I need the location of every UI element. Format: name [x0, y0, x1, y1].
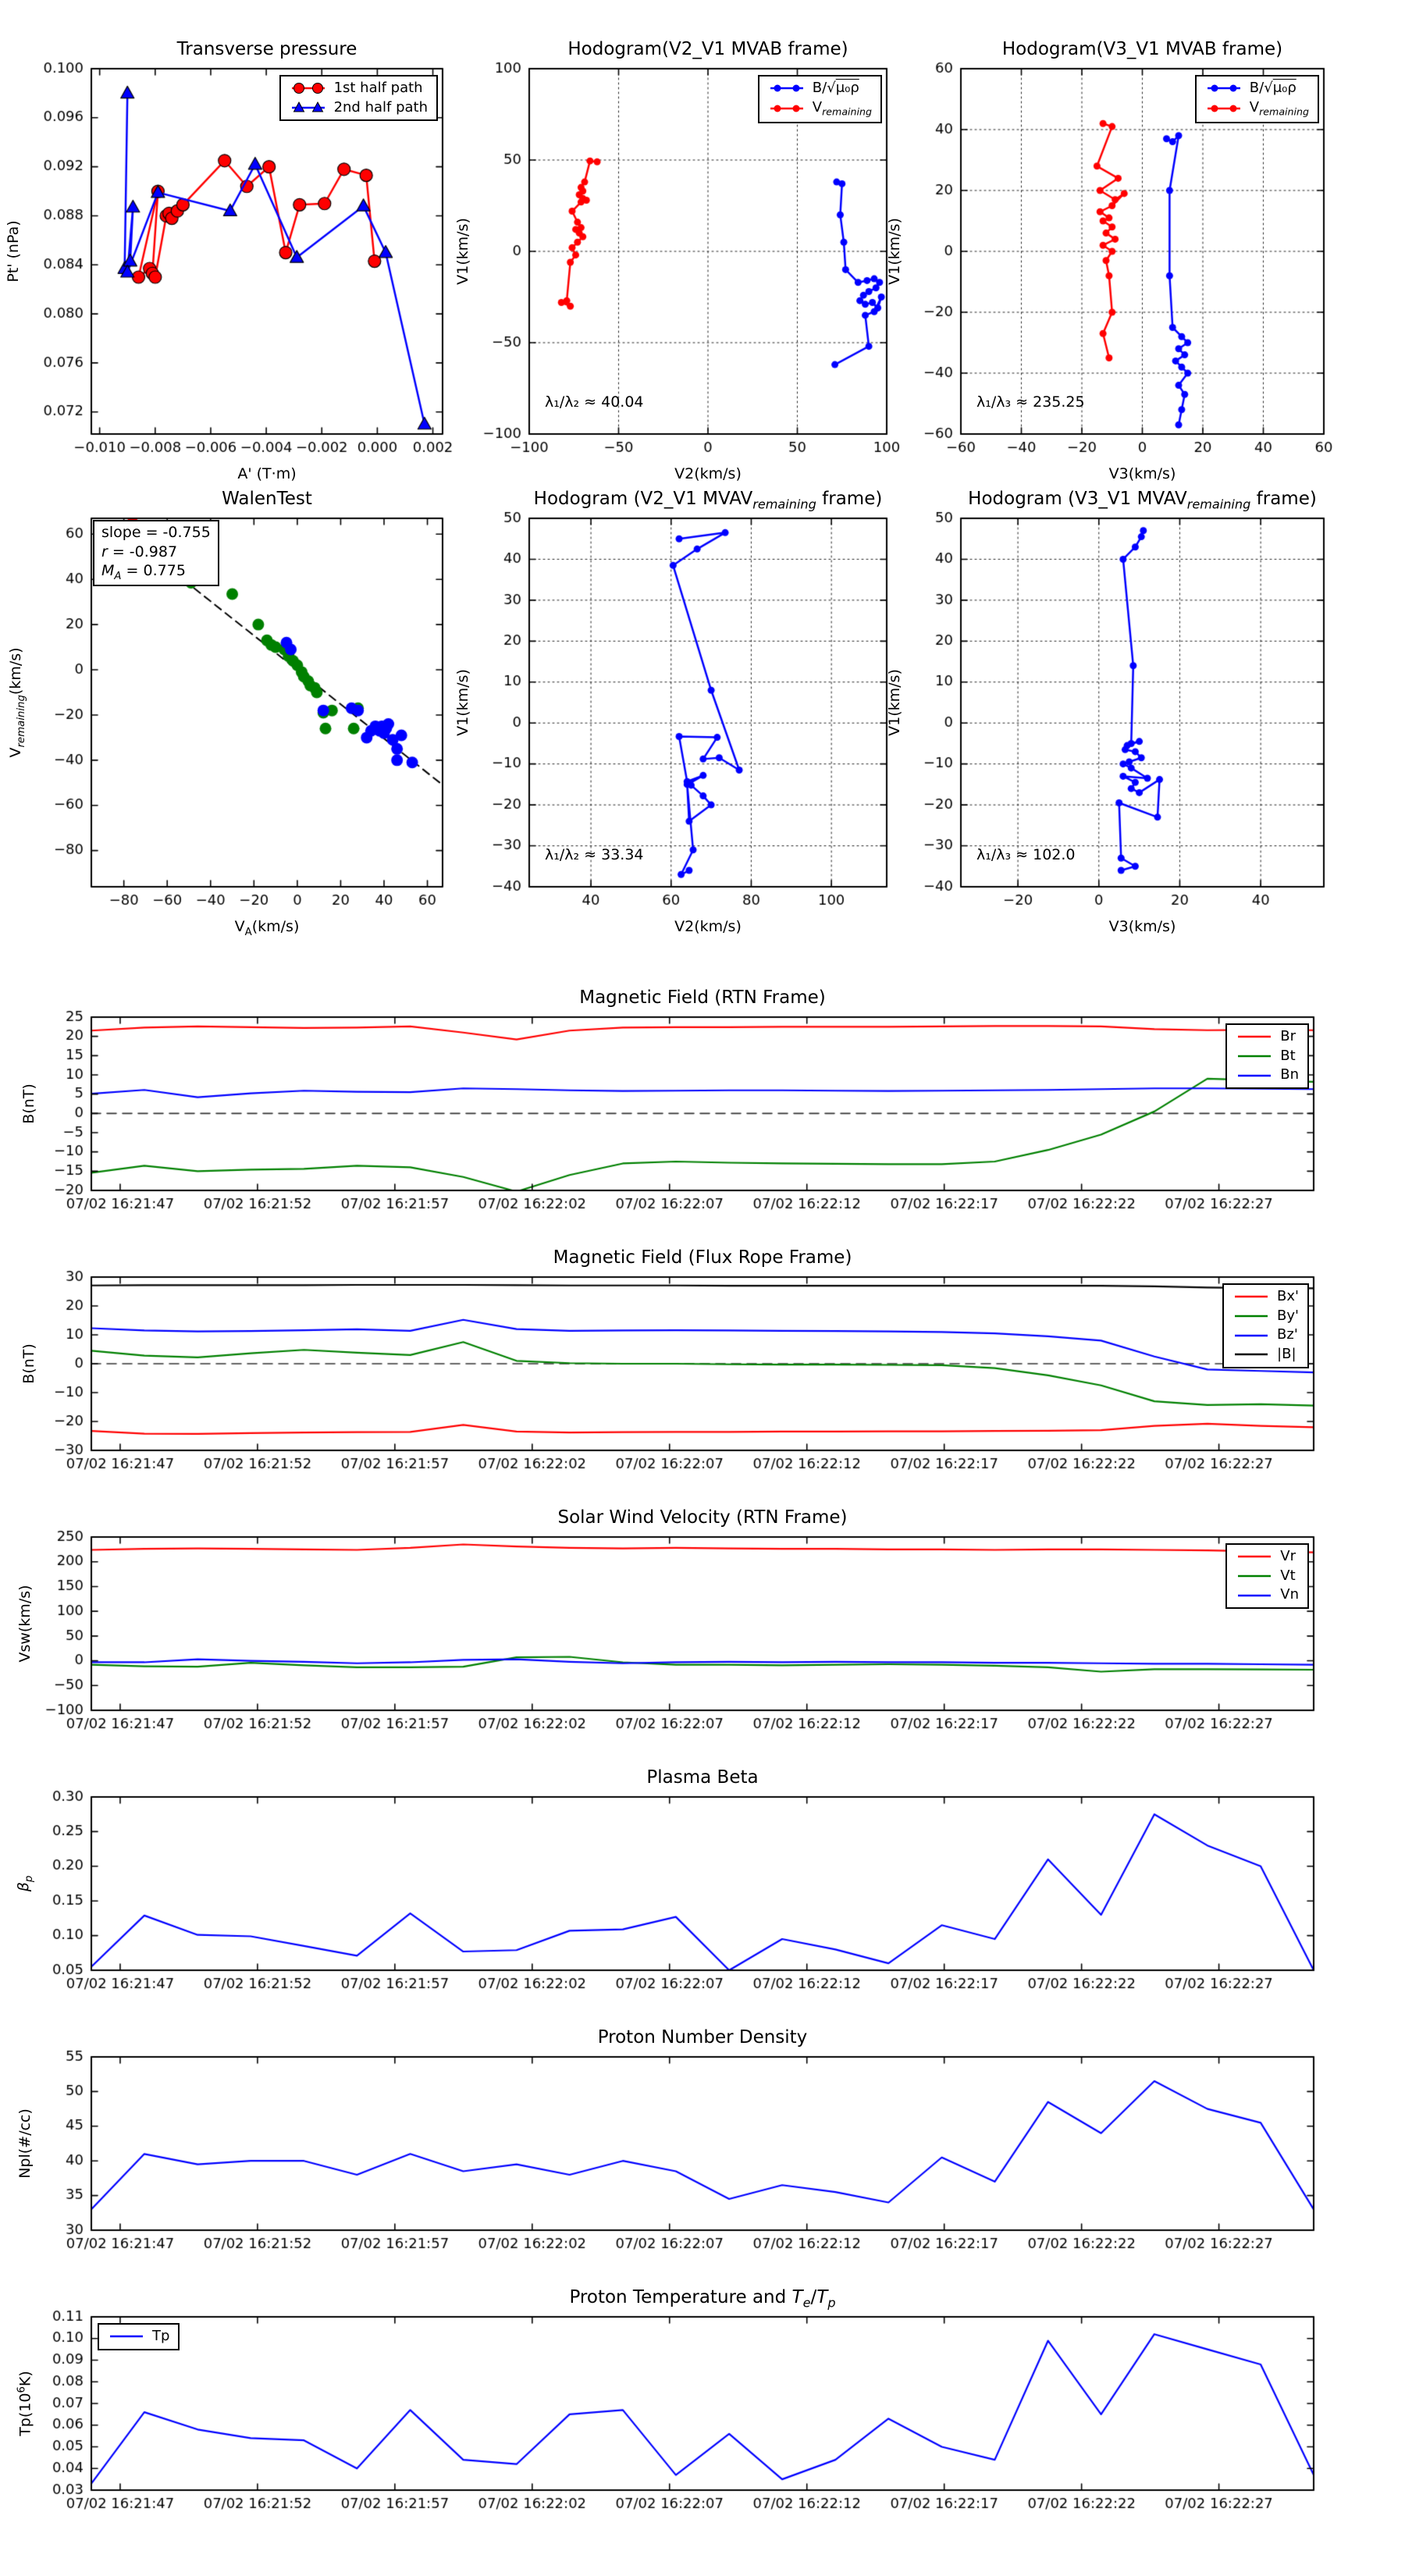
x-axis-label: V2(km/s) [674, 918, 742, 935]
legend [279, 75, 438, 121]
legend-entry [1236, 1587, 1299, 1603]
legend-label: Vt [1280, 1567, 1296, 1584]
legend-label: B/√μ₀ρ [1249, 80, 1297, 96]
legend [1225, 1023, 1309, 1089]
x-axis-label: V3(km/s) [1108, 465, 1176, 482]
legend-line-swatch [1236, 1569, 1273, 1583]
x-axis-label: $V_A(km/s)$ [234, 918, 300, 938]
legend-label: Bx' [1277, 1288, 1299, 1304]
legend-label: 2nd half path [333, 98, 428, 116]
legend [1225, 1543, 1309, 1609]
legend-line-swatch [108, 2329, 145, 2343]
legend-line-swatch [1236, 1030, 1273, 1044]
legend-line-swatch [1236, 1550, 1273, 1564]
y-axis-label: Pt' (nPa) [5, 220, 22, 283]
fit-statistics-annotation [93, 520, 219, 586]
legend-line-swatch [768, 81, 806, 95]
y-axis-label: B(nT) [20, 1083, 37, 1124]
legend-entry [1236, 1048, 1299, 1065]
eigenvalue-ratio-annotation: λ₁/λ₂ ≈ 40.04 [545, 393, 644, 411]
legend [1195, 75, 1319, 123]
y-axis-label: $V_{remaining}(km/s)$ [7, 647, 27, 758]
y-axis-label: Npl(#/cc) [16, 2108, 34, 2179]
legend-label: Vn [1280, 1586, 1299, 1603]
y-axis-label: V1(km/s) [454, 669, 471, 736]
legend-entry [1236, 1067, 1299, 1083]
legend-entry [290, 80, 428, 97]
legend-line-swatch [290, 101, 327, 115]
panel-title: Transverse pressure [176, 39, 357, 59]
legend-entry [768, 100, 872, 118]
legend-line-swatch [1232, 1329, 1270, 1343]
panel-title: Hodogram (V3_V1 $MVAV_{remaining}$ frame) [968, 489, 1317, 512]
legend-line-swatch [1232, 1290, 1270, 1304]
legend-label: Vr [1280, 1548, 1296, 1564]
legend-line-swatch [1232, 1347, 1270, 1361]
legend-label: Br [1280, 1028, 1296, 1044]
legend-line-swatch [1232, 1309, 1270, 1323]
legend-entry [768, 80, 872, 97]
legend-entry [290, 100, 428, 116]
y-axis-label: $\beta_p$ [15, 1875, 35, 1892]
legend-line-swatch [1205, 101, 1243, 116]
legend-line-swatch [1236, 1069, 1273, 1083]
legend-entry [1232, 1289, 1299, 1305]
eigenvalue-ratio-annotation: λ₁/λ₃ ≈ 102.0 [976, 846, 1076, 863]
alfven-mach-value: $M_A = 0.775$ [101, 562, 186, 583]
eigenvalue-ratio-annotation: λ₁/λ₃ ≈ 235.25 [976, 393, 1085, 411]
correlation-value: r = -0.987 [101, 543, 178, 560]
legend-entry [1205, 100, 1309, 118]
legend [98, 2323, 180, 2350]
legend-entry [108, 2329, 169, 2345]
legend-entry [1236, 1568, 1299, 1585]
panel-title: Proton Temperature and $T_e/T_p$ [569, 2287, 836, 2311]
y-axis-label: Vsw(km/s) [16, 1585, 34, 1663]
legend-label: Bn [1280, 1066, 1299, 1083]
legend-entry [1236, 1549, 1299, 1565]
y-axis-label: B(nT) [20, 1343, 37, 1384]
panel-title: Hodogram(V3_V1 MVAB frame) [1001, 39, 1283, 59]
legend-line-swatch [768, 101, 806, 116]
panel-title: Proton Number Density [597, 2027, 808, 2048]
y-axis-label: V1(km/s) [454, 218, 471, 285]
y-axis-label: $Tp(10^6K)$ [16, 2371, 34, 2436]
legend-entry [1236, 1029, 1299, 1045]
eigenvalue-ratio-annotation: λ₁/λ₂ ≈ 33.34 [545, 846, 644, 863]
panel-title: Plasma Beta [646, 1767, 759, 1788]
legend-label: Bt [1280, 1047, 1296, 1064]
legend-entry [1232, 1308, 1299, 1325]
panel-title: WalenTest [222, 489, 312, 509]
legend-line-swatch [1236, 1589, 1273, 1603]
legend-label: $V_{remaining}$ [812, 98, 872, 118]
legend [1222, 1283, 1309, 1368]
x-axis-label: V2(km/s) [674, 465, 742, 482]
panel-title: Hodogram (V2_V1 $MVAV_{remaining}$ frame) [533, 489, 883, 512]
panel-title: Magnetic Field (Flux Rope Frame) [553, 1247, 852, 1268]
legend-label: |B| [1277, 1346, 1297, 1363]
slope-value: slope = -0.755 [101, 524, 211, 541]
panel-title: Magnetic Field (RTN Frame) [579, 987, 826, 1008]
legend-label: Bz' [1277, 1326, 1298, 1343]
legend-entry [1232, 1327, 1299, 1343]
x-axis-label: A' (T·m) [237, 465, 297, 482]
legend [758, 75, 882, 123]
legend-label: $V_{remaining}$ [1249, 98, 1309, 118]
legend-line-swatch [1205, 81, 1243, 95]
legend-label: By' [1277, 1307, 1299, 1324]
x-axis-label: V3(km/s) [1108, 918, 1176, 935]
y-axis-label: V1(km/s) [886, 218, 903, 285]
legend-entry [1205, 80, 1309, 97]
y-axis-label: V1(km/s) [886, 669, 903, 736]
legend-line-swatch [1236, 1049, 1273, 1063]
panel-title: Solar Wind Velocity (RTN Frame) [557, 1507, 848, 1528]
legend-label: 1st half path [333, 80, 423, 96]
legend-line-swatch [290, 81, 327, 95]
legend-entry [1232, 1347, 1299, 1363]
legend-label: B/√μ₀ρ [812, 80, 859, 96]
legend-label: Tp [152, 2328, 170, 2344]
panel-title: Hodogram(V2_V1 MVAB frame) [567, 39, 848, 59]
